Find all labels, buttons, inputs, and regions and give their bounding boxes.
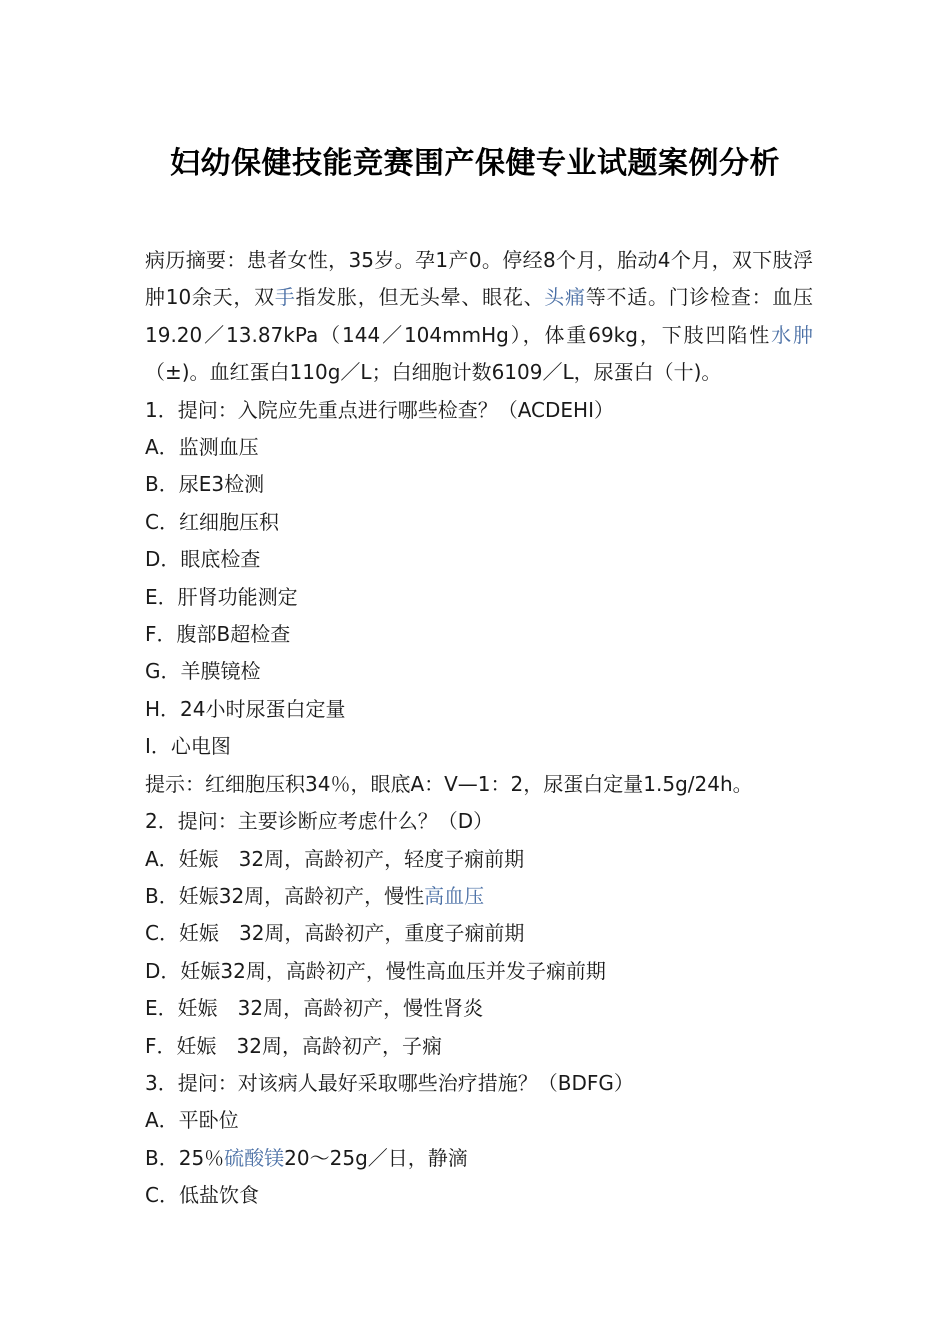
q2-option-f: F．妊娠 32周，高龄初产，子痫: [145, 1033, 442, 1058]
q3-option-b: [145, 1140, 813, 1177]
link-hypertension[interactable]: 高血压: [424, 883, 485, 908]
q2-option-d: D．妊娠32周，高龄初产，慢性高血压并发子痫前期: [145, 958, 606, 983]
q1-option: B．尿E3检测: [145, 472, 265, 497]
link-edema[interactable]: 水肿: [771, 322, 813, 347]
q2-option-b: [145, 878, 813, 915]
q3-option-b-text: B．25％: [145, 1145, 225, 1170]
q3-option-a: A．平卧位: [145, 1108, 239, 1133]
q1-option: E．肝肾功能测定: [145, 584, 298, 609]
q1-option: F．腹部B超检查: [145, 622, 291, 647]
history-text-2: 指发胀，但无头晕、眼花、: [295, 285, 545, 310]
question-3: 3．提问：对该病人最好采取哪些治疗措施？（BDFG）: [145, 1070, 634, 1095]
q2-option-b-text: B．妊娠32周，高龄初产，慢性: [145, 883, 425, 908]
q2-option-a: A．妊娠 32周，高龄初产，轻度子痫前期: [145, 846, 525, 871]
question-2: 2．提问：主要诊断应考虑什么？（D）: [145, 809, 494, 834]
link-magnesium-sulfate[interactable]: 硫酸镁: [224, 1145, 285, 1170]
q1-option: I．心电图: [145, 734, 231, 759]
case-history-paragraph: [145, 242, 813, 392]
question-1: 1．提问：入院应先重点进行哪些检查？（ACDEHI）: [145, 397, 614, 422]
q1-option: D．眼底检查: [145, 547, 261, 572]
q1-option: G．羊膜镜检: [145, 659, 261, 684]
q3-option-b-dose: 20～25g／日，静滴: [284, 1145, 468, 1170]
q3-option-c: C．低盐饮食: [145, 1183, 259, 1208]
history-text-4: （±)。血红蛋白110g／L；白细胞计数6109／L，尿蛋白（十)。: [145, 360, 722, 385]
history-text-1: 病历摘要：患者女性，35岁。孕1产0。停经8个月，胎动4个月，双下肢浮肿10余天，双: [145, 248, 813, 310]
q2-option-e: E．妊娠 32周，高龄初产，慢性肾炎: [145, 996, 484, 1021]
q1-hint: 提示：红细胞压积34％，眼底A：V—1：2，尿蛋白定量1.5g/24h。: [145, 771, 753, 796]
document-title: 妇幼保健技能竞赛围产保健专业试题案例分析: [170, 146, 780, 181]
link-hand[interactable]: 手: [274, 285, 296, 310]
q1-option: H．24小时尿蛋白定量: [145, 696, 346, 721]
link-headache[interactable]: 头痛: [544, 285, 586, 310]
q1-option: C．红细胞压积: [145, 509, 279, 534]
q1-option: A．监测血压: [145, 435, 259, 460]
history-text-3: 等不适。门诊检查：血压19.20／13.87kPa（144／104mmHg），体重69kg，下肢凹陷性: [145, 285, 814, 347]
document-body: [145, 242, 813, 1215]
q2-option-c: C．妊娠 32周，高龄初产，重度子痫前期: [145, 921, 525, 946]
